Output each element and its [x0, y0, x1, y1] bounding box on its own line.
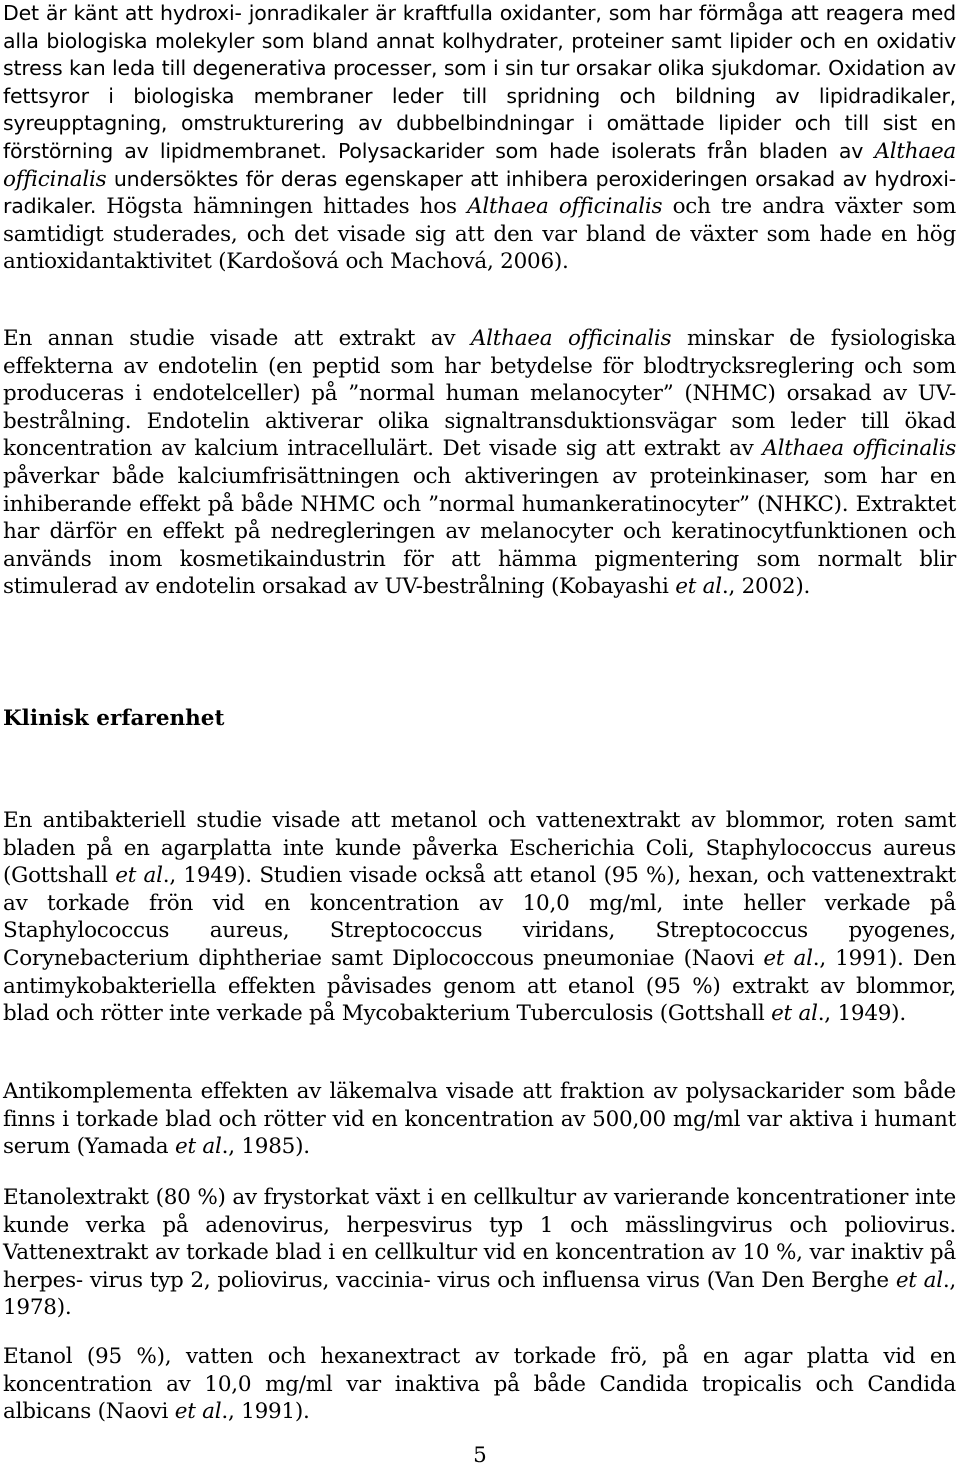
paragraph-text: En annan studie visade att extrakt av: [3, 326, 471, 351]
citation-et-al: et al: [675, 574, 722, 600]
paragraph-text: ., 1991).: [221, 1399, 310, 1425]
citation-et-al: et al: [115, 863, 163, 889]
paragraph-text: och tre andra växter som samtidigt studerades, och det visade sig att den var bland de växter som hade en hög antioxidantaktivitet (Kardošová och Machová, 2006).: [3, 194, 957, 275]
citation-et-al: et al: [895, 1267, 943, 1293]
paragraph-text: ., 1978).: [3, 1267, 956, 1321]
paragraph-text: Etanol (95 %), vatten och hexanextract av torkade frö, på en agar platta vid en koncentration av 10,0 mg/ml var inaktiva på både Candida tropicalis och Candida albicans (Naovi: [3, 1344, 956, 1425]
species-name: Althaea officinalis: [762, 436, 957, 462]
paragraph-text: ., 2002).: [721, 574, 811, 600]
species-name: Althaea officinalis: [470, 326, 672, 351]
citation-et-al: et al: [771, 1001, 818, 1027]
citation-et-al: et al: [174, 1134, 222, 1160]
paragraph-text: Etanolextrakt (80 %) av frystorkat växt i en cellkultur av varierande koncentrationer inte kunde verka på adenovirus, herpesvirus typ 1 och mässlingvirus och poliovirus. Vattenextrakt av torkade blad i en cellkultur vid en koncentration av 10 %, var inaktiv på herpes- virus typ 2, poliovirus, vaccinia- virus och influensa virus (Van Den Berghe: [3, 1185, 956, 1293]
citation-et-al: et al: [174, 1399, 222, 1425]
paragraph-text: ., 1985).: [221, 1134, 310, 1160]
paragraph-text: ., 1949). Studien visade också att etanol (95 %), hexan, och vattenextrakt av torkade frön vid en koncentration av 10,0 mg/ml, inte heller verkade på Staphylococcus aureus, Streptococcus viridans, Streptococcus pyogenes, Corynebacterium diphtheriae samt Diplococcous pneumoniae (Naovi: [3, 863, 956, 971]
paragraph-hydroxyl-radicals: [3, 0, 956, 276]
paragraph-endothelin-study: [3, 325, 956, 601]
section-heading: Klinisk erfarenhet: [3, 706, 225, 731]
paragraph-text: Antikomplementa effekten av läkemalva visade att fraktion av polysackarider som både finns i torkade blad och rötter vid en koncentration av 500,00 mg/ml var aktiva i humant serum (Yamada: [3, 1079, 956, 1160]
paragraph-anticomplement: [3, 1078, 956, 1161]
citation-et-al: et al: [763, 945, 813, 971]
paragraph-text: En antibakteriell studie visade att metanol och vattenextrakt av blommor, roten samt bladen på en agarplatta inte kunde påverka Escherichia Coli, Staphylococcus aureus (Gottshall: [3, 808, 956, 889]
paragraph-text: minskar de fysiologiska effekterna av endotelin (en peptid som har betydelse för blodtrycksreglering och som produceras i endotelceller) på ”normal human melanocyter” (NHMC) orsakad av UV- bestrålning. Endotelin aktiverar olika signaltransduktionsvägar som leder till ökad koncentration av kalcium intracellulärt. Det visade sig att extrakt av: [3, 326, 956, 462]
paragraph-text: ., 1949).: [817, 1001, 906, 1027]
paragraph-text: ., 1991). Den antimykobakteriella effekten påvisades genom att etanol (95 %) extrakt av blommor, blad och rötter inte verkade på Mycobakterium Tuberculosis (Gottshall: [3, 945, 956, 1027]
paragraph-text: Det är känt att hydroxi- jonradikaler är kraftfulla oxidanter, som har förmåga att reagera med alla biologiska molekyler som bland annat kolhydrater, proteiner samt lipider och en oxidativ stress kan leda till degenerativa processer, som i sin tur orsakar olika sjukdomar. Oxidation av fettsyror i biologiska membraner leder till spridning och bildning av lipidradikaler, syreupptagning, omstrukturering av dubbelbindningar i omättade lipider och till sist en förstörning av lipidmembranet. Polysackarider som hade isolerats från bladen av: [3, 1, 956, 163]
species-name: Althaea officinalis: [467, 194, 663, 220]
paragraph-antiviral: [3, 1184, 956, 1322]
paragraph-text: påverkar både kalciumfrisättningen och aktiveringen av proteinkinaser, som har en inhiberande effekt på både NHMC och ”normal humankeratinocyter” (NHKC). Extraktet har därför en effekt på nedregleringen av melanocyter och keratinocytfunktionen och används inom kosmetikaindustrin för att hämma pigmentering som normalt blir stimulerad av endotelin orsakad av UV-bestrålning (Kobayashi: [3, 463, 956, 600]
paragraph-text: undersöktes för deras egenskaper att inhibera peroxideringen orsakad av hydroxi- radikaler.: [3, 166, 956, 219]
species-name: Althaea officinalis: [3, 138, 956, 192]
paragraph-antibacterial-study: [3, 807, 956, 1028]
paragraph-antifungal: [3, 1343, 956, 1426]
paragraph-text: Högsta hämningen hittades hos: [106, 194, 468, 220]
page-number: 5: [473, 1443, 487, 1468]
